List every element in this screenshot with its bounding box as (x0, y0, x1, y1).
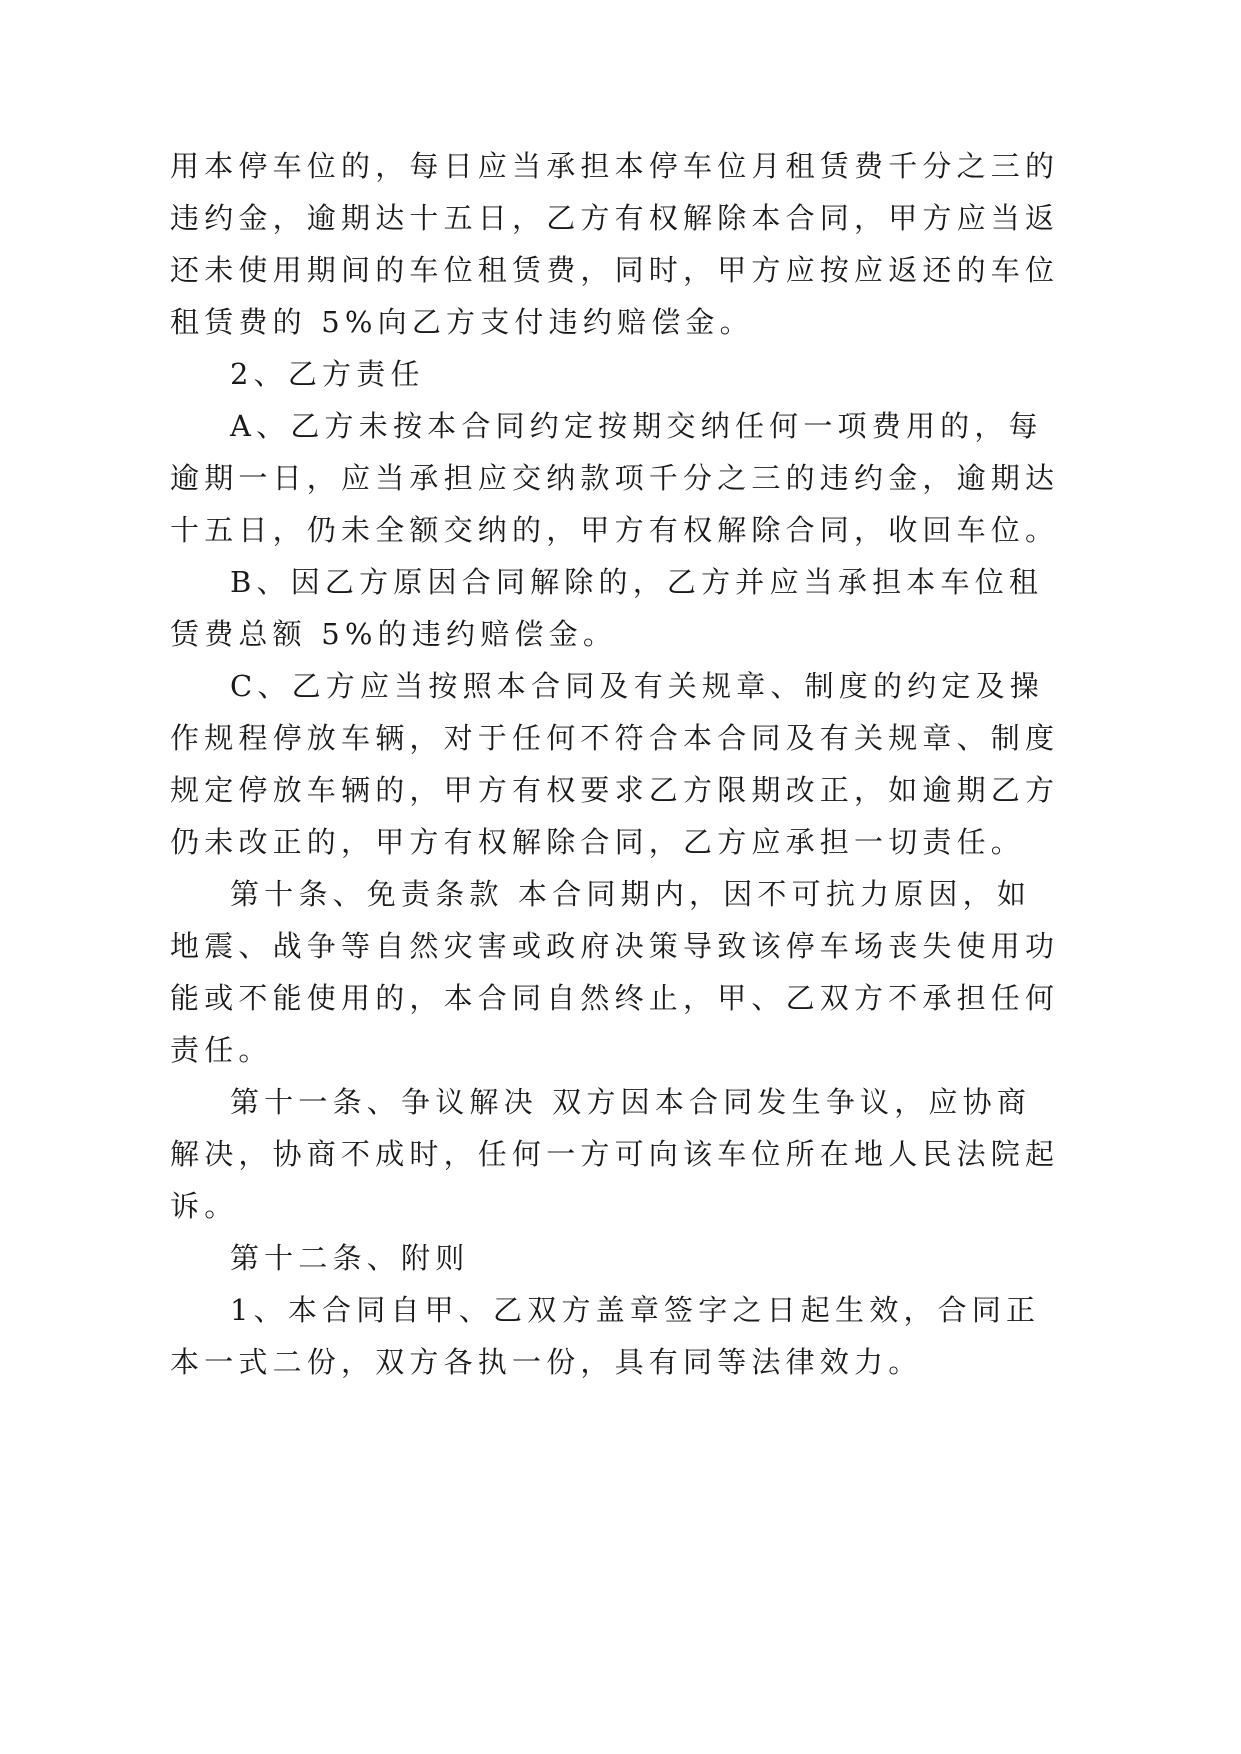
text-line: A、乙方未按本合同约定按期交纳任何一项费用的，每 (230, 409, 1043, 443)
text-line: 作规程停放车辆，对于任何不符合本合同及有关规章、制度 (170, 721, 1060, 755)
text-line: 解决，协商不成时，任何一方可向该车位所在地人民法院起 (170, 1137, 1060, 1171)
text-line: C、乙方应当按照本合同及有关规章、制度的约定及操 (230, 669, 1044, 703)
text-line: 地震、战争等自然灾害或政府决策导致该停车场丧失使用功 (170, 929, 1060, 963)
text-line: 仍未改正的，甲方有权解除合同，乙方应承担一切责任。 (170, 825, 1026, 859)
section-heading: 2、乙方责任 (230, 357, 425, 391)
text-line: 十五日，仍未全额交纳的，甲方有权解除合同，收回车位。 (170, 513, 1060, 547)
text-line: B、因乙方原因合同解除的，乙方并应当承担本车位租 (230, 565, 1044, 599)
text-line: 诉。 (170, 1189, 239, 1223)
text-line: 赁费总额 5%的违约赔偿金。 (170, 617, 618, 651)
text-line: 违约金，逾期达十五日，乙方有权解除本合同，甲方应当返 (170, 201, 1060, 235)
text-line: 逾期一日，应当承担应交纳款项千分之三的违约金，逾期达 (170, 461, 1060, 495)
text-line: 用本停车位的，每日应当承担本停车位月租赁费千分之三的 (170, 149, 1060, 183)
text-line: 还未使用期间的车位租赁费，同时，甲方应按应返还的车位 (170, 253, 1060, 287)
text-line: 租赁费的 5%向乙方支付违约赔偿金。 (170, 305, 754, 339)
text-line: 本一式二份，双方各执一份，具有同等法律效力。 (170, 1345, 923, 1379)
text-line: 责任。 (170, 1033, 273, 1067)
article-heading: 第十二条、附则 (230, 1241, 470, 1275)
text-line: 1、本合同自甲、乙双方盖章签字之日起生效，合同正 (230, 1293, 1041, 1327)
text-line: 规定停放车辆的，甲方有权要求乙方限期改正，如逾期乙方 (170, 773, 1060, 807)
text-line: 能或不能使用的，本合同自然终止，甲、乙双方不承担任何 (170, 981, 1060, 1015)
article-line: 第十条、免责条款 本合同期内，因不可抗力原因，如 (230, 877, 1032, 911)
article-line: 第十一条、争议解决 双方因本合同发生争议，应协商 (230, 1085, 1032, 1119)
